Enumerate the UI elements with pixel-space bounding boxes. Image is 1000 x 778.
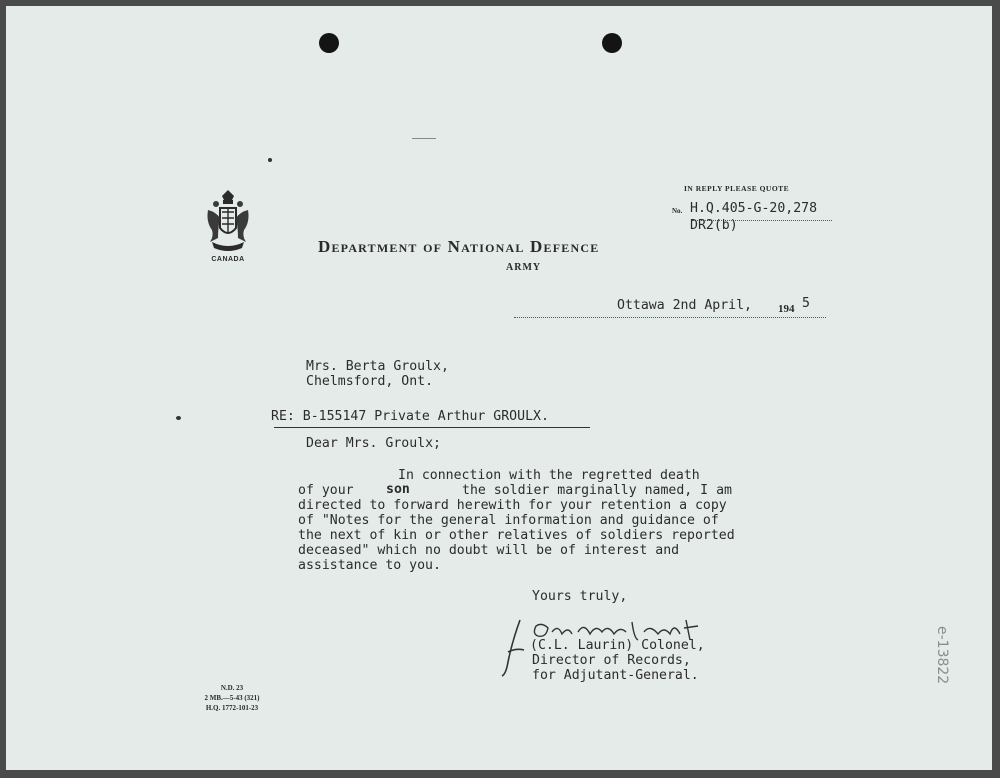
recipient-name: Mrs. Berta Groulx, [306, 359, 449, 374]
date-dotted-line [514, 317, 826, 318]
punch-hole-left [319, 33, 339, 53]
letter-sheet [6, 6, 992, 770]
paper-speck [176, 416, 181, 420]
body-line-2b: son [386, 482, 410, 497]
recipient-address: Chelmsford, Ont. [306, 374, 434, 389]
number-label: No. [672, 207, 683, 215]
body-line-4: of "Notes for the general information and guidance of [298, 513, 719, 528]
valediction: Yours truly, [532, 589, 628, 604]
year-prefix: 194 [778, 303, 795, 315]
form-hq-code: H.Q. 1772-101-23 [205, 704, 259, 712]
section-reference: DR2(b) [690, 218, 738, 233]
body-line-2c: the soldier marginally named, I am [462, 483, 732, 498]
signatory-name: (C.L. Laurin) Colonel, [530, 638, 705, 653]
body-line-3: directed to forward herewith for your retention a copy [298, 498, 727, 513]
branch-heading: ARMY [506, 262, 542, 273]
body-line-1: In connection with the regretted death [398, 468, 700, 483]
archive-pencil-mark: e-13822 [934, 626, 950, 685]
form-number: N.D. 23 [220, 684, 244, 692]
punch-hole-right [602, 33, 622, 53]
body-line-6: deceased" which no doubt will be of interest and [298, 543, 680, 558]
country-label: CANADA [211, 256, 245, 263]
signatory-title-2: for Adjutant-General. [532, 668, 699, 683]
subject-underline [274, 427, 590, 428]
department-heading: Department of National Defence [318, 237, 600, 256]
body-line-5: the next of kin or other relatives of soldiers reported [298, 528, 735, 543]
paper-speck [412, 138, 436, 139]
subject-line: RE: B-155147 Private Arthur GROULX. [271, 409, 549, 424]
salutation: Dear Mrs. Groulx; [306, 436, 441, 451]
paper-speck [268, 158, 272, 162]
body-line-2a: of your [298, 483, 354, 498]
coat-of-arms-icon [202, 188, 254, 258]
signatory-title-1: Director of Records, [532, 653, 691, 668]
reply-quote-label: IN REPLY PLEASE QUOTE [684, 184, 790, 193]
form-footer [192, 683, 272, 713]
body-line-7: assistance to you. [298, 558, 441, 573]
form-print-code: 2 MB.—5-43 (321) [204, 694, 260, 702]
file-reference-number: H.Q.405-G-20,278 [690, 201, 818, 216]
place-and-date: Ottawa 2nd April, [617, 298, 752, 313]
year-suffix: 5 [802, 296, 810, 311]
